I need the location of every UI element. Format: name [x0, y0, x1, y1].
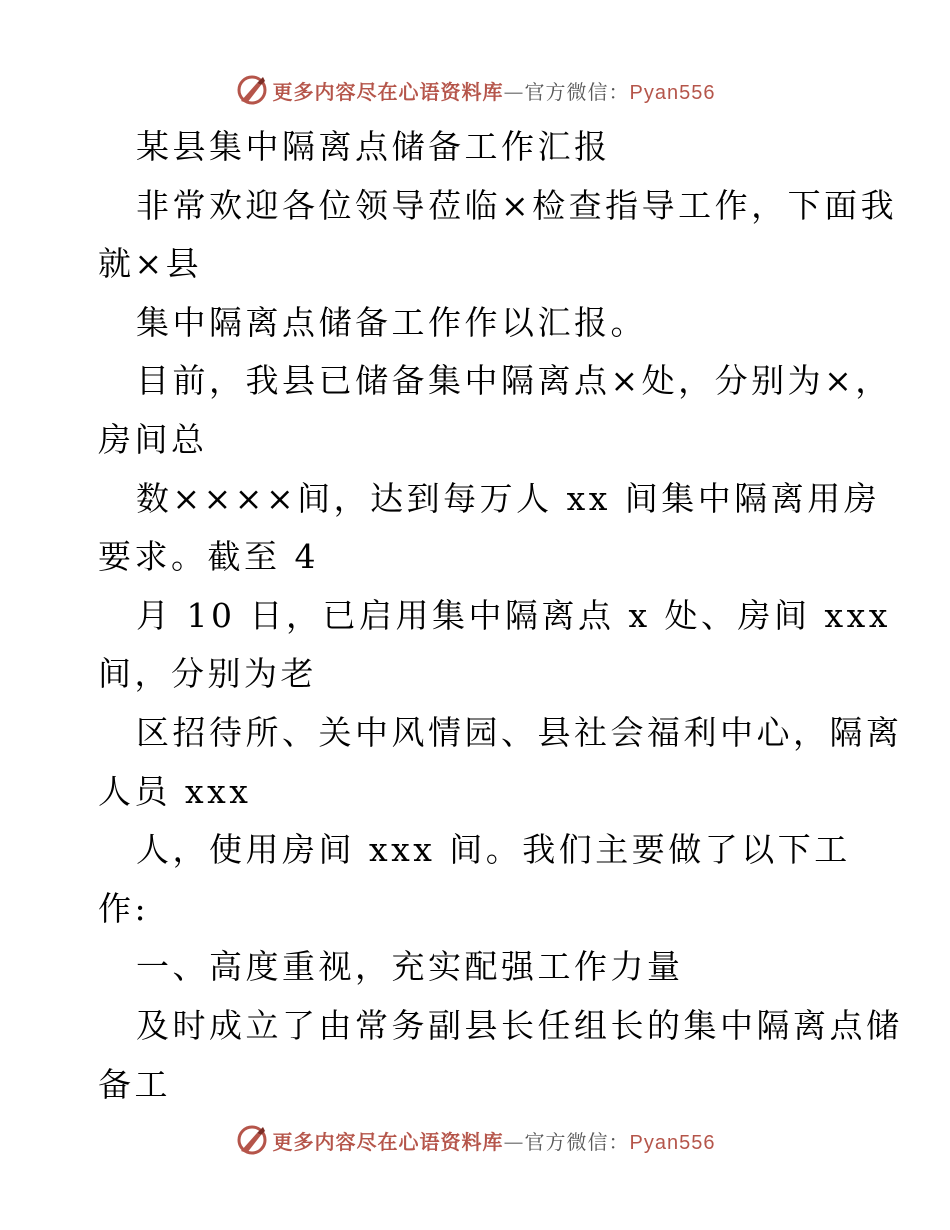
paragraph-line: 间，分别为老 — [98, 654, 317, 694]
paragraph-line: 非常欢迎各位领导莅临×检查指导工作，下面我 — [136, 185, 898, 225]
footer-watermark — [0, 1120, 950, 1160]
pen-logo-icon — [235, 73, 269, 107]
paragraph-line: 作: — [98, 888, 150, 928]
section-heading: 一、高度重视，充实配强工作力量 — [136, 947, 684, 987]
document-body — [98, 118, 903, 1114]
paragraph-line: 人员 xxx — [98, 771, 252, 811]
paragraph-line: 区招待所、关中风情园、县社会福利中心，隔离 — [136, 712, 903, 752]
paragraph-line: 集中隔离点储备工作作以汇报。 — [136, 302, 647, 342]
watermark-text: 更多内容尽在心语资料库—官方微信：Pyan556 — [272, 1129, 716, 1154]
watermark-text: 更多内容尽在心语资料库—官方微信：Pyan556 — [272, 79, 716, 104]
paragraph-line: 房间总 — [98, 419, 208, 459]
paragraph-line: 人，使用房间 xxx 间。我们主要做了以下工 — [136, 830, 851, 870]
paragraph-line: 数××××间，达到每万人 xx 间集中隔离用房 — [136, 478, 881, 518]
paragraph-line: 要求。截至 4 — [98, 537, 319, 577]
pen-logo-icon — [235, 1123, 269, 1157]
document-title: 某县集中隔离点储备工作汇报 — [136, 127, 611, 166]
paragraph-line: 就×县 — [98, 244, 203, 284]
paragraph-line: 备工 — [98, 1064, 171, 1104]
header-watermark — [0, 70, 950, 110]
paragraph-line: 月 10 日，已启用集中隔离点 x 处、房间 xxx — [136, 595, 891, 635]
paragraph-line: 及时成立了由常务副县长任组长的集中隔离点储 — [136, 1005, 903, 1045]
paragraph-line: 目前，我县已储备集中隔离点×处，分别为×， — [136, 361, 892, 401]
